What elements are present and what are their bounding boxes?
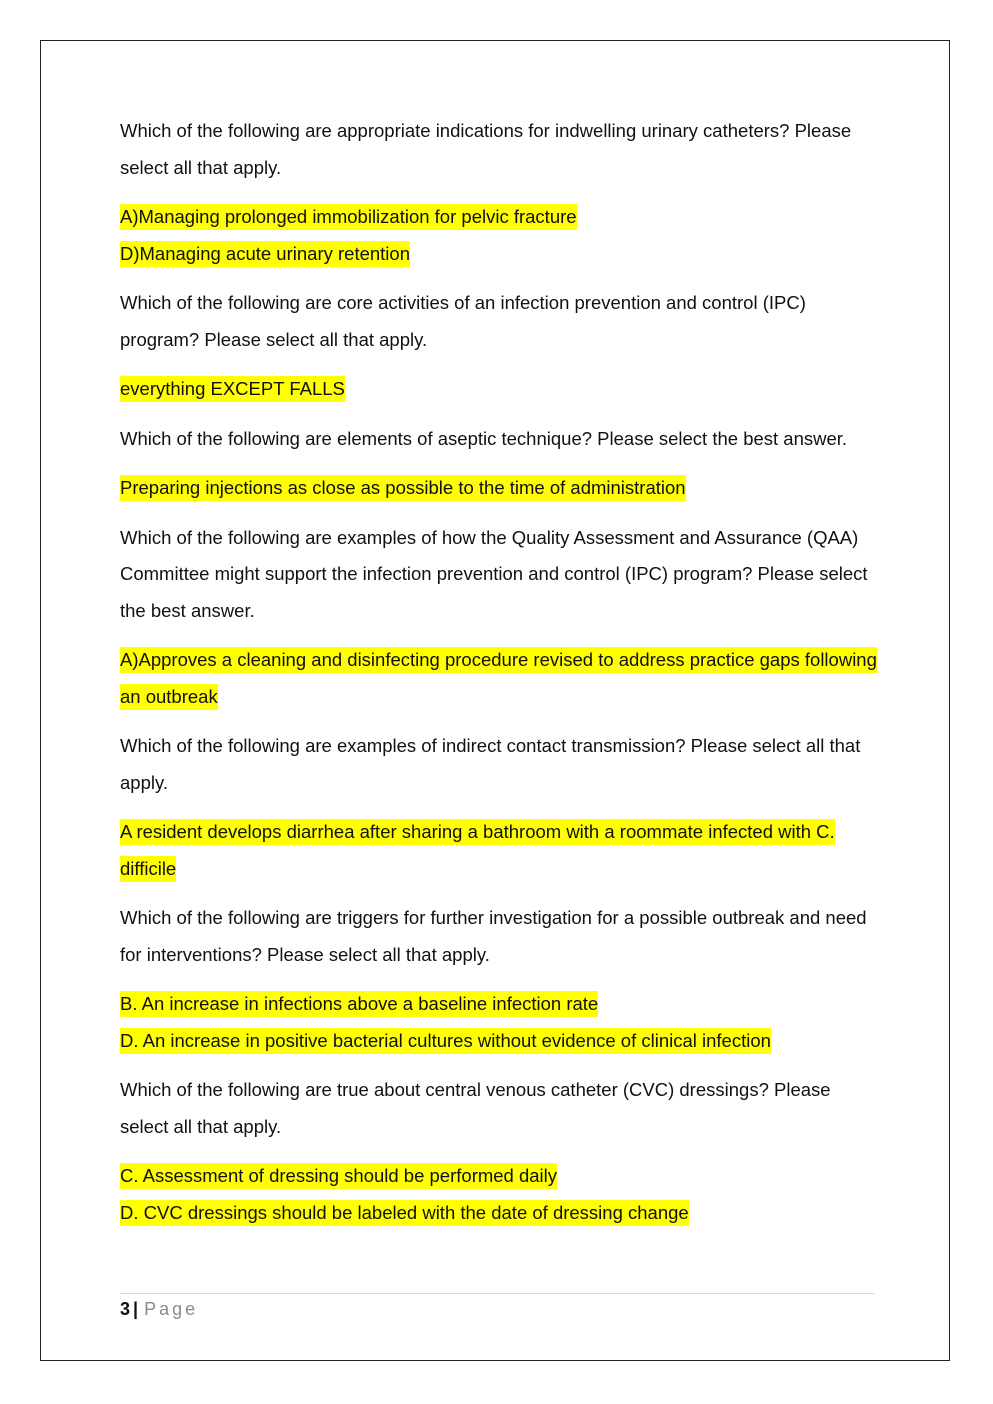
qa-block-6 bbox=[120, 900, 880, 1059]
page-separator: | bbox=[133, 1299, 139, 1319]
highlighted-answer bbox=[120, 371, 880, 408]
qa-block-2 bbox=[120, 285, 880, 408]
answer-text: B. An increase in infections above a baseline infection rate bbox=[120, 991, 598, 1017]
answer-text: everything EXCEPT FALLS bbox=[120, 376, 345, 402]
document-body bbox=[120, 113, 880, 1244]
highlighted-answer bbox=[120, 814, 880, 887]
answer-list bbox=[120, 642, 880, 715]
question-text: Which of the following are true about central venous catheter (CVC) dressings? Please select all that apply. bbox=[120, 1079, 831, 1137]
answer-list bbox=[120, 814, 880, 887]
question-text: Which of the following are elements of aseptic technique? Please select the best answer. bbox=[120, 427, 848, 449]
answer-list bbox=[120, 199, 880, 272]
answer-text: A)Approves a cleaning and disinfecting procedure revised to address practice gaps following an outbreak bbox=[120, 647, 877, 710]
answer-text: D)Managing acute urinary retention bbox=[120, 241, 410, 267]
highlighted-answer bbox=[120, 1158, 880, 1195]
answer-text: A)Managing prolonged immobilization for pelvic fracture bbox=[120, 204, 577, 230]
qa-block-3 bbox=[120, 421, 880, 507]
qa-block-5 bbox=[120, 728, 880, 887]
answer-text: D. CVC dressings should be labeled with the date of dressing change bbox=[120, 1200, 689, 1226]
qa-block-7 bbox=[120, 1072, 880, 1231]
question-text: Which of the following are examples of indirect contact transmission? Please select all that apply. bbox=[120, 735, 861, 793]
answer-text: A resident develops diarrhea after sharing a bathroom with a roommate infected with C. difficile bbox=[120, 819, 835, 882]
highlighted-answer bbox=[120, 642, 880, 715]
question-text: Which of the following are core activities of an infection prevention and control (IPC) program? Please select all that apply. bbox=[120, 292, 806, 350]
highlighted-answer bbox=[120, 236, 880, 273]
answer-list bbox=[120, 470, 880, 507]
page-footer bbox=[120, 1293, 875, 1320]
answer-text: C. Assessment of dressing should be performed daily bbox=[120, 1163, 557, 1189]
highlighted-answer bbox=[120, 470, 880, 507]
answer-text: Preparing injections as close as possible to the time of administration bbox=[120, 475, 686, 501]
highlighted-answer bbox=[120, 1023, 880, 1060]
answer-text: D. An increase in positive bacterial cultures without evidence of clinical infection bbox=[120, 1028, 771, 1054]
answer-list bbox=[120, 1158, 880, 1231]
answer-list bbox=[120, 371, 880, 408]
highlighted-answer bbox=[120, 199, 880, 236]
page-number: 3 bbox=[120, 1299, 131, 1319]
question-text: Which of the following are examples of how the Quality Assessment and Assurance (QAA) Committee might support the infection prevention and control (IPC) program? Please select the best answer. bbox=[120, 526, 868, 621]
question-text: Which of the following are appropriate indications for indwelling urinary catheters? Please select all that apply. bbox=[120, 120, 852, 178]
highlighted-answer bbox=[120, 1195, 880, 1232]
page-label: Page bbox=[144, 1299, 199, 1319]
qa-block-4 bbox=[120, 520, 880, 716]
qa-block-1 bbox=[120, 113, 880, 272]
highlighted-answer bbox=[120, 986, 880, 1023]
question-text: Which of the following are triggers for further investigation for a possible outbreak and need for interventions? Please select all that apply. bbox=[120, 907, 867, 965]
answer-list bbox=[120, 986, 880, 1059]
